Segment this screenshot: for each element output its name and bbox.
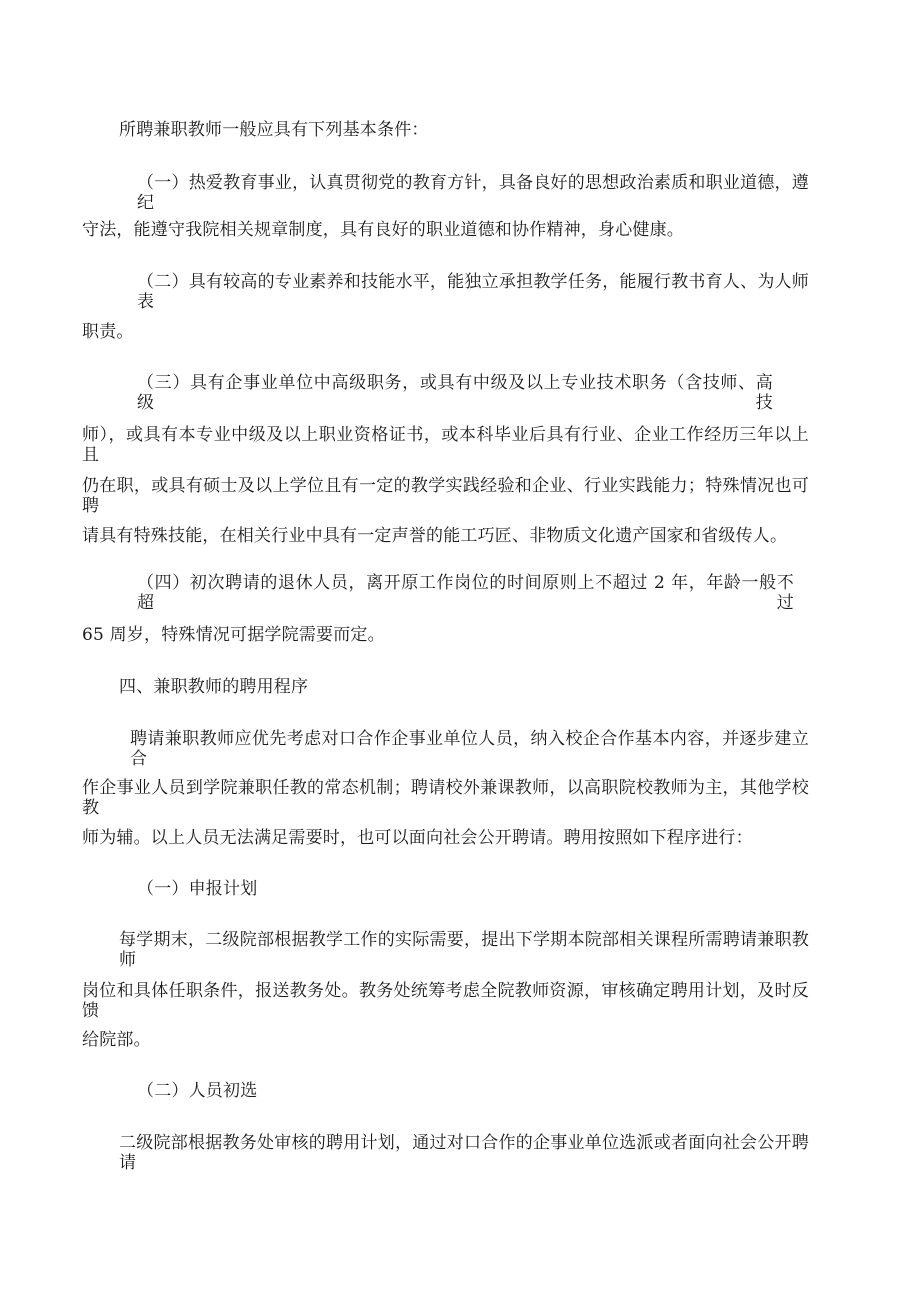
condition-3-line-4: 请具有特殊技能，在相关行业中具有一定声誉的能工巧匠、非物质文化遗产国家和省级传人。: [82, 526, 788, 546]
condition-4-line-2: 65 周岁，特殊情况可据学院需要而定。: [82, 625, 385, 645]
subheading-declare-plan: （一）申报计划: [137, 879, 258, 899]
condition-3-line-3: 仍在职，或具有硕士及以上学位且有一定的教学实践经验和企业、行业实践能力；特殊情况也可聘: [82, 476, 809, 516]
subheading-preliminary-selection: （二）人员初选: [137, 1081, 258, 1101]
plan-para-line-1: 每学期末，二级院部根据教学工作的实际需要，提出下学期本院部相关课程所需聘请兼职教师: [119, 930, 809, 970]
hiring-para-line-3: 师为辅。以上人员无法满足需要时，也可以面向社会公开聘请。聘用按照如下程序进行：: [82, 828, 753, 848]
condition-1-line-1: （一）热爱教育事业，认真贯彻党的教育方针，具备良好的思想政治素质和职业道德，遵纪: [137, 173, 809, 213]
plan-para-line-2: 岗位和具体任职条件，报送教务处。教务处统筹考虑全院教师资源，审核确定聘用计划，及时反馈: [82, 981, 809, 1021]
condition-4-line-1: （四）初次聘请的退休人员，离开原工作岗位的时间原则上不超过 2 年，年龄一般不超过: [137, 573, 794, 613]
condition-3-line-1: （三）具有企事业单位中高级职务，或具有中级及以上专业技术职务（含技师、高级技: [137, 373, 773, 413]
hiring-para-line-1: 聘请兼职教师应优先考虑对口合作企事业单位人员，纳入校企合作基本内容，并逐步建立合: [130, 729, 809, 769]
hiring-para-line-2: 作企事业人员到学院兼职任教的常态机制；聘请校外兼课教师，以高职院校教师为主，其他学校教: [82, 778, 809, 818]
plan-para-line-3: 给院部。: [82, 1030, 151, 1050]
paragraph-intro: 所聘兼职教师一般应具有下列基本条件：: [119, 120, 429, 140]
condition-1-line-2: 守法，能遵守我院相关规章制度，具有良好的职业道德和协作精神，身心健康。: [82, 220, 684, 240]
selection-para-line-1: 二级院部根据教务处审核的聘用计划，通过对口合作的企事业单位选派或者面向社会公开聘请: [119, 1133, 809, 1173]
condition-2-line-1: （二）具有较高的专业素养和技能水平，能独立承担教学任务，能履行教书育人、为人师表: [137, 272, 809, 312]
section-heading-4: 四、兼职教师的聘用程序: [119, 677, 309, 697]
condition-2-line-2: 职责。: [82, 322, 134, 342]
condition-3-line-2: 师），或具有本专业中级及以上职业资格证书，或本科毕业后具有行业、企业工作经历三年以上且: [82, 425, 809, 465]
